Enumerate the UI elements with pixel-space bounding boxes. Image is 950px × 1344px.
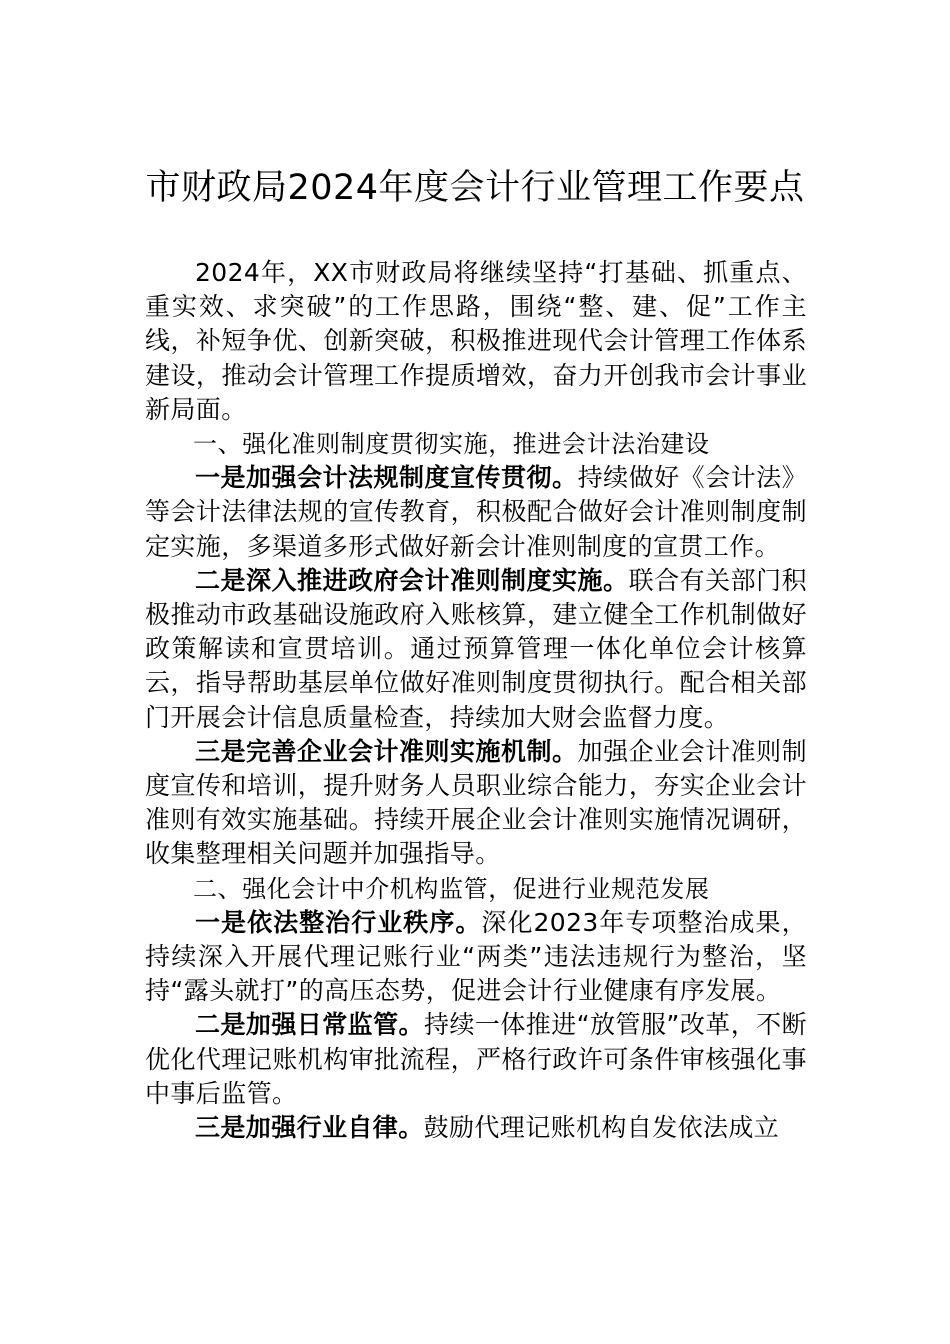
section-1-item-1 <box>145 461 807 564</box>
document-body <box>145 256 807 1145</box>
intro-paragraph: 2024年，XX市财政局将继续坚持“打基础、抓重点、重实效、求突破”的工作思路，围绕“整、建、促”工作主线，补短争优、创新突破，积极推进现代会计管理工作体系建设，推动会计管理工作提质增效，奋力开创我市会计事业新局面。 <box>145 258 807 424</box>
document-title: 市财政局2024年度会计行业管理工作要点 <box>145 168 805 208</box>
item-lead: 二是深入推进政府会计准则制度实施。 <box>195 565 629 595</box>
section-2-item-3 <box>145 1111 807 1145</box>
item-lead: 一是加强会计法规制度宣传贯彻。 <box>195 463 578 493</box>
section-heading-1: 一、强化准则制度贯彻实施，推进会计法治建设 <box>193 430 710 459</box>
item-lead: 三是完善企业会计准则实施机制。 <box>195 736 578 766</box>
item-text: 加强企业会计准则制度宣传和培训，提升财务人员职业综合能力，夯实企业会计准则有效实施基础。持续开展企业会计准则实施情况调研，收集整理相关问题并加强指导。 <box>145 736 807 869</box>
item-text: 鼓励代理记账机构自发依法成立 <box>423 1113 780 1143</box>
section-2-item-1 <box>145 906 807 1009</box>
item-text: 持续一体推进“放管服”改革，不断优化代理记账机构审批流程，严格行政许可条件审核强化事中事后监管。 <box>145 1010 807 1108</box>
item-text: 深化2023年专项整治成果，持续深入开展代理记账行业“两类”违法违规行为整治，坚持“露头就打”的高压态势，促进会计行业健康有序发展。 <box>145 907 807 1006</box>
item-lead: 三是加强行业自律。 <box>195 1113 424 1143</box>
section-1-item-2 <box>145 564 807 735</box>
item-lead: 二是加强日常监管。 <box>195 1010 425 1040</box>
item-text: 持续做好《会计法》等会计法律法规的宣传教育，积极配合做好会计准则制度制定实施，多渠道多形式做好新会计准则制度的宣贯工作。 <box>145 463 807 561</box>
item-text: 联合有关部门积极推动市政基础设施政府入账核算，建立健全工作机制做好政策解读和宣贯培训。通过预算管理一体化单位会计核算云，指导帮助基层单位做好准则制度贯彻执行。配合相关部门开展会计信息质量检查，持续加大财会监督力度。 <box>145 565 807 732</box>
item-lead: 一是依法整治行业秩序。 <box>195 907 482 937</box>
section-1-item-3 <box>145 735 807 872</box>
section-2-item-2 <box>145 1008 807 1111</box>
section-heading-2: 二、强化会计中介机构监管，促进行业规范发展 <box>193 874 710 903</box>
